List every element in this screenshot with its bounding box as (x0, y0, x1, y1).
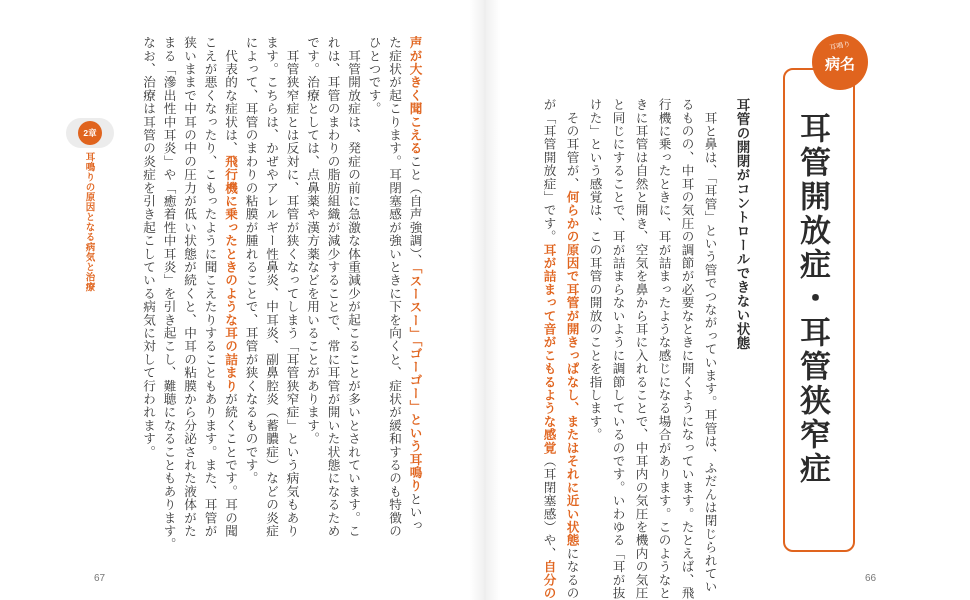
text-column (367, 36, 380, 115)
text-column (588, 98, 601, 441)
text-column (388, 36, 401, 538)
text-column (680, 98, 693, 600)
body-text: 耳管開放症は、発症の前に急激な体重減少が起こることが多いとされています。こ (346, 36, 362, 538)
text-column (542, 98, 555, 600)
body-text: けた」という感覚は、この耳管の開放のことを指します。 (587, 98, 603, 442)
text-column (703, 98, 716, 593)
chapter-badge (66, 118, 114, 148)
highlight-text: 「スースー」「ゴーゴー」という耳鳴り (407, 267, 423, 493)
section-subheading: 耳管の開閉がコントロールできない状態 (733, 98, 750, 350)
text-column (203, 36, 216, 538)
body-text: 耳と鼻は、「耳管」という管でつながっています。耳管は、ふだんは閉じられてい (702, 98, 718, 594)
text-column (142, 36, 155, 458)
highlight-text: 飛行機に乗ったときのような耳の詰まり (223, 154, 239, 393)
highlight-text: 何らかの原因で耳管が開きっぱなし、またはそれに近い状態 (564, 190, 580, 547)
body-text: こえが悪くなったり、こもったように聞こえたりすることもあります。また、耳管が (202, 36, 218, 538)
body-text: と同じにすることで、耳が詰まらないように調節しているのです。いわゆる「耳が抜 (610, 98, 626, 600)
highlight-text: 声が大きく聞こえる (407, 36, 423, 155)
text-column (634, 98, 647, 600)
highlight-text: 耳が詰まって音がこもるような感覚 (541, 243, 557, 455)
body-text: といっ (407, 492, 423, 532)
text-column (265, 36, 278, 538)
page-number-left: 67 (94, 573, 106, 584)
disease-name-badge (812, 34, 868, 90)
badge-category: 耳鳴り (829, 40, 852, 53)
chapter-number: 2章 (78, 121, 102, 145)
body-text: が「耳管開放症」です。 (541, 98, 557, 244)
text-column (326, 36, 339, 538)
body-text: まる「滲出性中耳炎」や「癒着性中耳炎」を引き起こし、難聴になることもあります。 (161, 36, 177, 551)
body-text: になるの (564, 546, 580, 600)
text-column (306, 36, 319, 445)
body-text: 耳管狭窄症とは反対に、耳管が狭くなってしまう「耳管狭窄症」という病気もあり (284, 36, 300, 538)
disease-title-panel (783, 68, 855, 552)
text-column (224, 36, 237, 538)
body-text: 行機に乗ったときに、耳が詰まったような感じになる場合があります。このようなと (656, 98, 672, 600)
body-text: るものの、中耳の気圧の調節が必要なときに開くようになっています。たとえば、飛 (679, 98, 695, 600)
chapter-title: 耳鳴りの原因となる病気と治療 (83, 152, 95, 292)
text-column (183, 36, 196, 538)
body-text: れは、耳管のまわりの脂肪組織が減少することで、常に耳管が開いた状態になるため (325, 36, 341, 538)
body-text: が続くことです。耳の聞 (223, 392, 239, 538)
page-number-right: 66 (865, 573, 877, 584)
body-text: 代表的な症状は、 (223, 36, 239, 155)
text-column (408, 36, 421, 532)
badge-label: 病名 (824, 55, 855, 73)
body-text: です。治療としては、点鼻薬や漢方薬などを用いることがあります。 (305, 36, 321, 446)
text-column (244, 36, 257, 485)
body-text: なお、治療は耳管の炎症を引き起こしている病気に対して行われます。 (141, 36, 157, 459)
highlight-text: 自分の (541, 560, 557, 600)
text-column (565, 98, 578, 600)
right-page (485, 0, 970, 600)
text-column (657, 98, 670, 600)
body-text: こと（自声強調）、 (407, 154, 423, 268)
body-text: た症状が起こります。耳閉塞感が強いときに下を向くと、症状が緩和するのも特徴の (387, 36, 403, 538)
body-text: 狭いままで中耳の中の圧力が低い状態が続くと、中耳の粘膜から分泌された液体がた (182, 36, 198, 538)
text-column (285, 36, 298, 538)
body-text: きに耳管は自然と開き、空気を鼻から耳に入れることで、中耳内の気圧を機内の気圧 (633, 98, 649, 600)
body-text: （耳閉塞感）や、 (541, 454, 557, 561)
text-column (347, 36, 360, 538)
text-column (611, 98, 624, 600)
body-text: ます。こちらは、かぜやアレルギー性鼻炎、中耳炎、副鼻腔炎（蓄膿症）などの炎症 (264, 36, 280, 538)
body-text: ひとつです。 (366, 36, 382, 116)
body-text: によって、耳管のまわりの粘膜が腫れることで、耳管が狭くなるものです。 (243, 36, 259, 485)
body-text: その耳管が、 (564, 98, 580, 191)
disease-title: 耳管開放症・耳管狭窄症 (794, 112, 830, 486)
text-column (162, 36, 175, 551)
